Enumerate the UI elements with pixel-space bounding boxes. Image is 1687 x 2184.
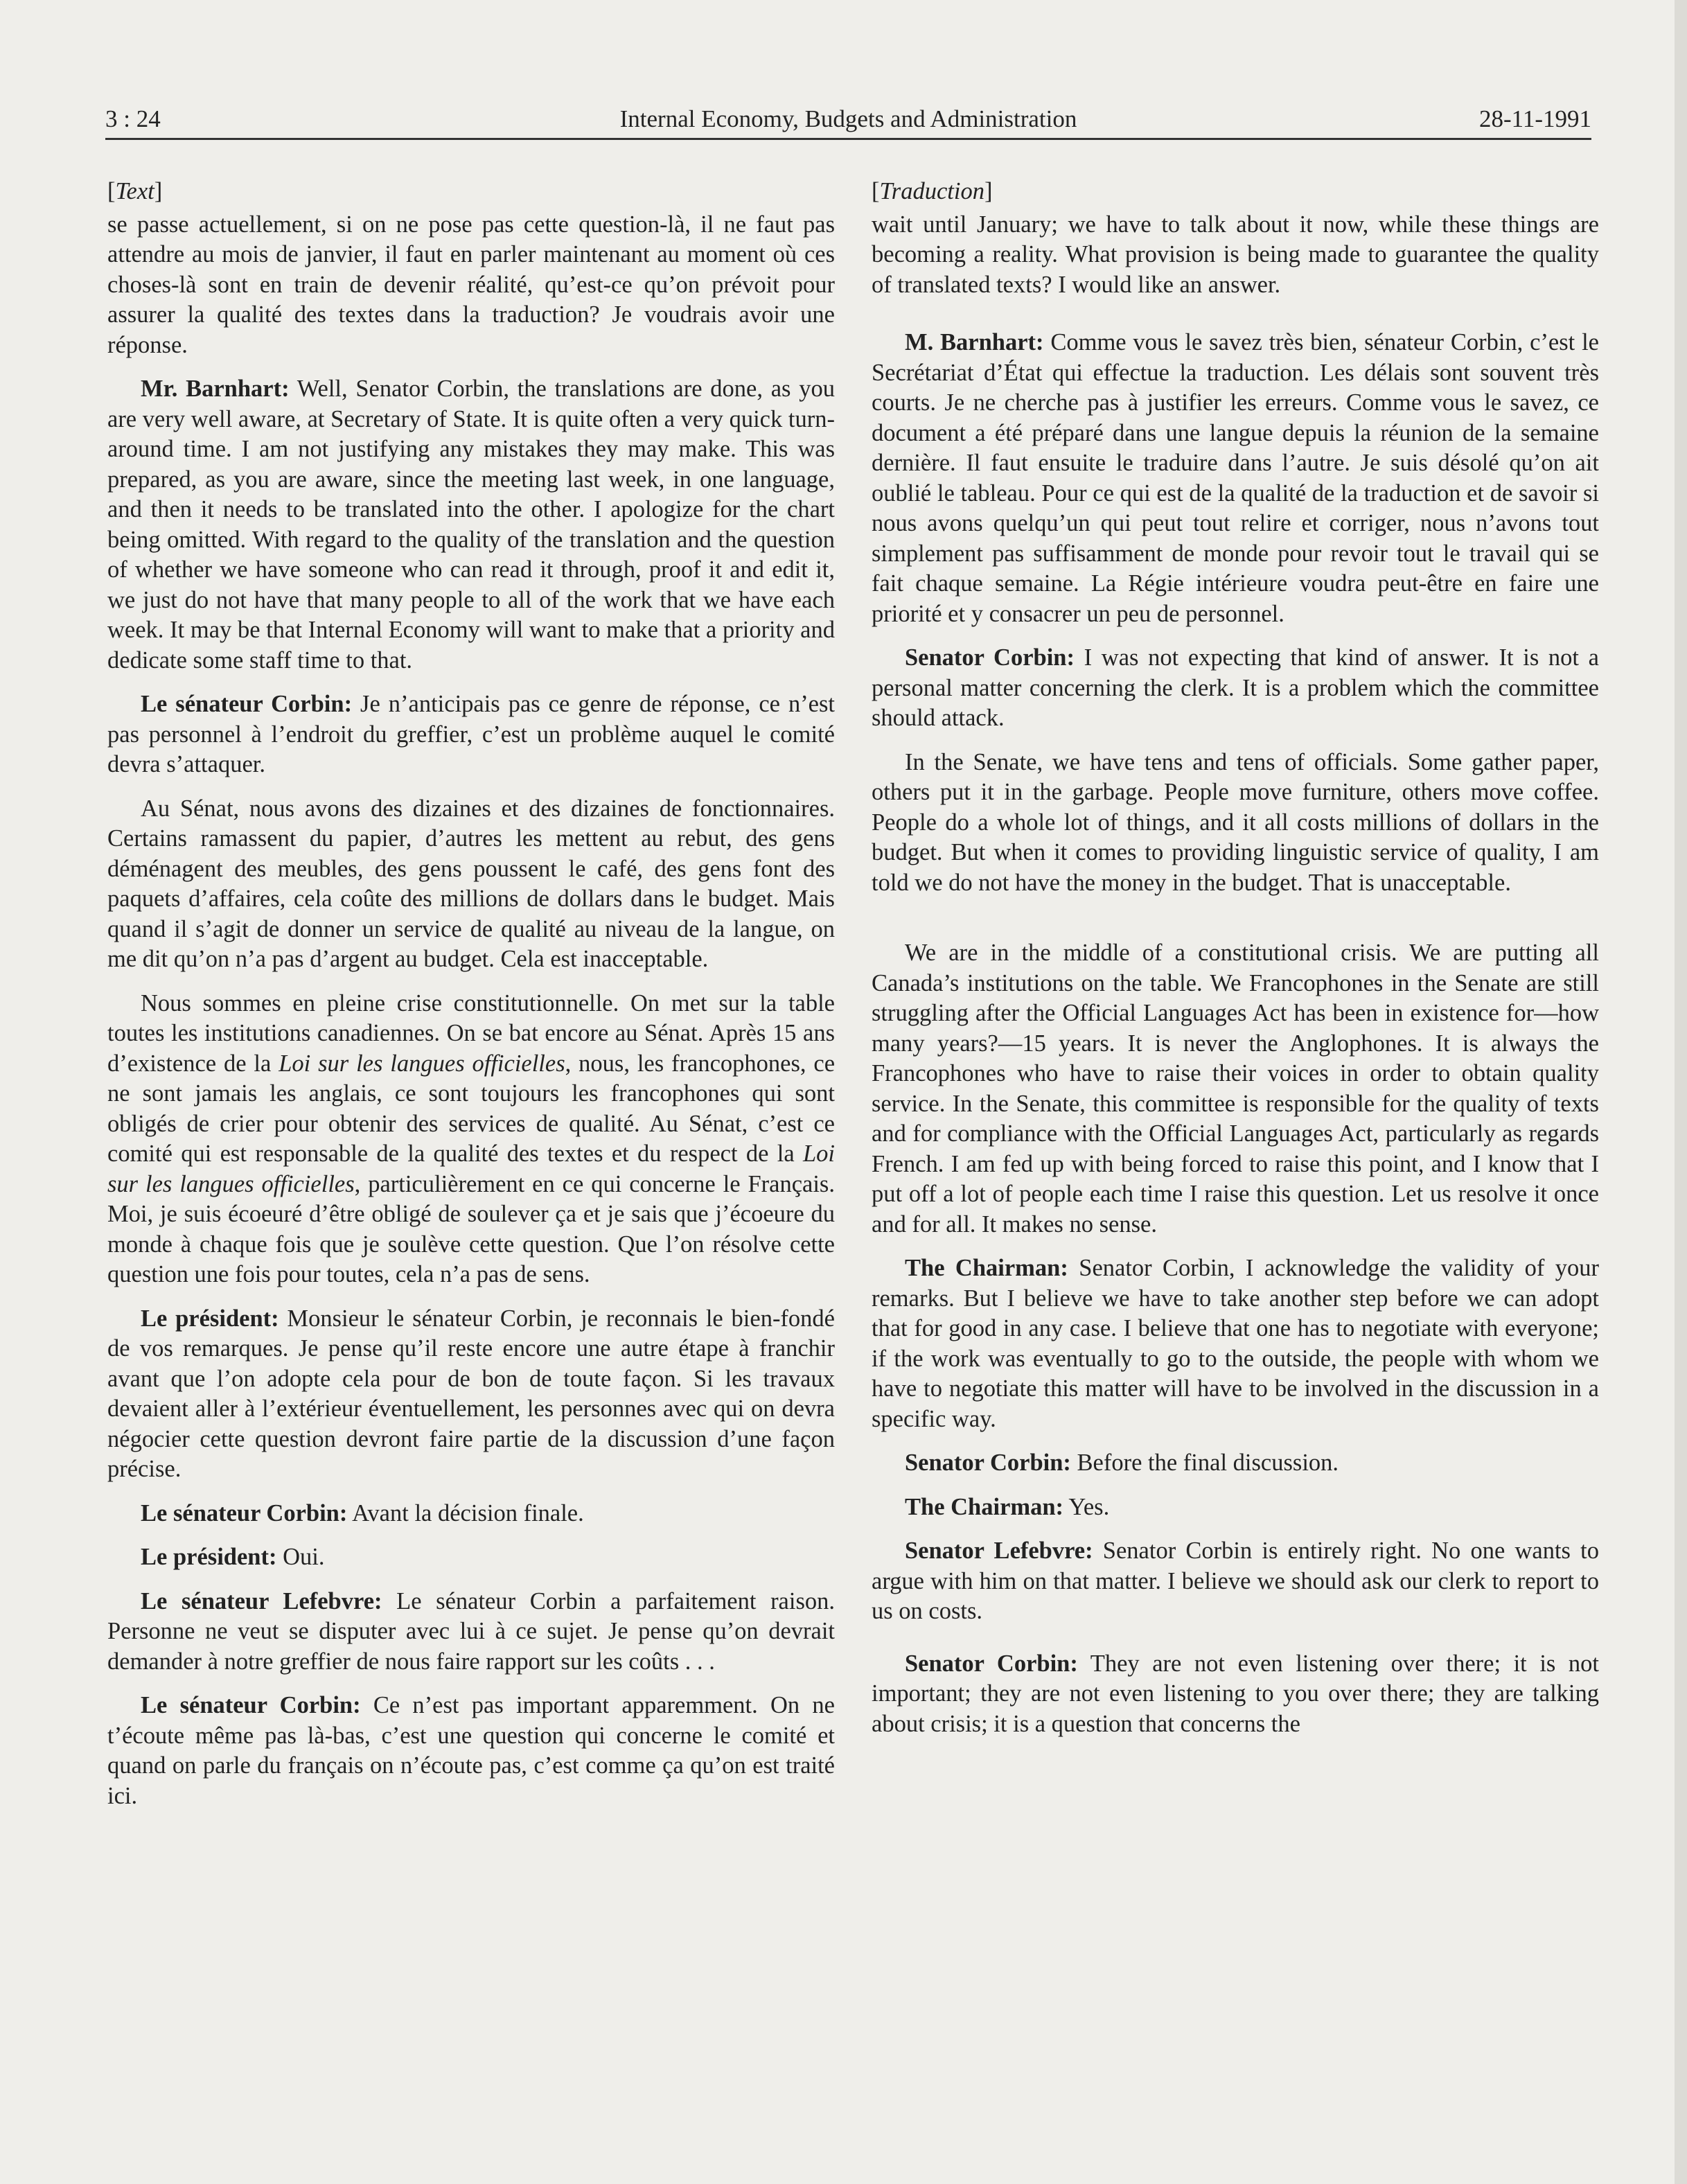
paragraph: Senator Corbin: I was not expecting that kind of answer. It is not a personal matter concerning the clerk. It is a problem which the committee should attack.	[872, 644, 1599, 731]
header-rule	[105, 138, 1591, 140]
speaker-name: Mr. Barnhart:	[141, 376, 290, 402]
translation-tag: [Traduction]	[872, 178, 993, 204]
paragraph: Nous sommes en pleine crise constitutionnelle. On met sur la table toutes les institutions canadiennes. On se bat encore au Sénat. Après 15 ans d’existence de la Loi sur les langues officielles, nous, les francophones, ce ne sont jamais les anglais, ce sont toujours les francophones qui sont obligés de crier pour obtenir des services de qualité. Au Sénat, c’est ce comité qui est responsable de la qualité des textes et du respect de la Loi sur les langues officielles, particulièrement en ce qui concerne le Français. Moi, je suis écoeuré d’être obligé de soulever ça et je sais que j’écoeure du monde à chaque fois que je soulève cette question. Que l’on résolve cette question une fois pour toutes, cela n’a pas de sens.	[107, 989, 836, 1287]
page-date: 28-11-1991	[1478, 105, 1591, 132]
paragraph: wait until January; we have to talk about it now, while these things are becoming a reality. What provision is being made to guarantee the quality of translated texts? I would like an answer.	[872, 211, 1599, 298]
paragraph: The Chairman: Yes.	[905, 1493, 1110, 1520]
speaker-name: Le président:	[141, 1305, 279, 1332]
running-title: Internal Economy, Budgets and Administration	[619, 105, 1077, 132]
speaker-name: The Chairman:	[905, 1255, 1068, 1281]
paragraph: Le sénateur Corbin: Ce n’est pas important apparemment. On ne t’écoute même pas là-bas, c’est une question qui concerne le comité et quand on parle du français on n’écoute pas, c’est comme ça qu’on est traité ici.	[107, 1692, 835, 1809]
speaker-name: Senator Corbin:	[905, 644, 1075, 671]
speaker-name: Senator Corbin:	[905, 1450, 1071, 1476]
left-column	[107, 177, 835, 1825]
paragraph: Senator Corbin: They are not even listening over there; it is not important; they are not even listening to you over there; they are talking about crisis; it is a question that concerns the	[872, 1650, 1599, 1737]
paragraph: se passe actuellement, si on ne pose pas cette question-là, il ne faut pas attendre au mois de janvier, il faut en parler maintenant au moment où ces choses-là sont en train de devenir réalité, qu’est-ce qu’on prévoit pour assurer la qualité des textes dans la traduction? Je voudrais avoir une réponse.	[107, 211, 835, 358]
paragraph: Le président: Oui.	[141, 1544, 325, 1570]
paragraph: We are in the middle of a constitutional crisis. We are putting all Canada’s institutions on the table. We Francophones in the Senate are still struggling after the Official Languages Act has been in existence for—how many years?—15 years. It is never the Anglophones. It is always the Francophones who have to raise their voices in order to obtain quality service. In the Senate, this committee is responsible for the quality of texts and for compliance with the Official Languages Act, particularly as regards French. I am fed up with being forced to raise this point, and I know that I put off a lot of people each time I raise this question. Let us resolve it once and for all. It makes no sense.	[872, 940, 1599, 1238]
speaker-name: Le sénateur Corbin:	[141, 691, 353, 717]
page-header	[105, 103, 1591, 136]
speaker-name: Senator Corbin:	[905, 1650, 1078, 1677]
speaker-name: Le sénateur Corbin:	[141, 1692, 361, 1718]
text-tag: [Text]	[107, 178, 163, 204]
paragraph: Au Sénat, nous avons des dizaines et des dizaines de fonctionnaires. Certains ramassent du papier, d’autres les mettent au rebut, des gens déménagent des meubles, des gens poussent le café, des gens font des paquets d’affaires, cela coûte des millions de dollars dans le budget. Mais quand il s’agit de donner un service de qualité au niveau de la langue, on me dit qu’on n’a pas d’argent au budget. Cela est inacceptable.	[107, 795, 835, 972]
speaker-name: M. Barnhart:	[905, 329, 1044, 355]
speaker-name: Le sénateur Corbin:	[141, 1499, 348, 1526]
paragraph: Senator Corbin: Before the final discussion.	[905, 1450, 1339, 1476]
paragraph: Senator Lefebvre: Senator Corbin is entirely right. No one wants to argue with him on that matter. I believe we should ask our clerk to report to us on costs.	[872, 1538, 1599, 1624]
speaker-name: Le sénateur Lefebvre:	[141, 1587, 382, 1614]
paragraph: Le sénateur Corbin: Je n’anticipais pas ce genre de réponse, ce n’est pas personnel à l’endroit du greffier, c’est un problème auquel le comité devra s’attaquer.	[107, 691, 836, 777]
paragraph: Le président: Monsieur le sénateur Corbin, je reconnais le bien-fondé de vos remarques. Je pense qu’il reste encore une autre étape à franchir avant que l’on adopte cela pour de bon de toute façon. Si les travaux devaient aller à l’extérieur éventuellement, les personnes avec qui on devra négocier cette question devront faire partie de la discussion d’une façon précise.	[107, 1305, 835, 1482]
paragraph: M. Barnhart: Comme vous le savez très bien, sénateur Corbin, c’est le Secrétariat d’État qui effectue la traduction. Les délais sont souvent très courts. Je ne cherche pas à justifier les erreurs. Comme vous le savez, ce document a été préparé dans une langue depuis la réunion de la semaine dernière. Il faut ensuite le traduire dans l’autre. Je suis désolé qu’on ait oublié le tableau. Pour ce qui est de la qualité de la traduction et de savoir si nous avons quelqu’un qui peut tout relire et corriger, nous n’avons tout simplement pas suffisamment de monde pour revoir tout le travail qui se fait chaque semaine. La Régie intérieure voudra peut-être en faire une priorité et y consacrer un peu de personnel.	[872, 329, 1599, 627]
speaker-name: Le président:	[141, 1544, 277, 1570]
paragraph: In the Senate, we have tens and tens of officials. Some gather paper, others put it in the garbage. People move furniture, others move coffee. People do a whole lot of things, and it all costs millions of dollars in the budget. But when it comes to providing linguistic service of quality, I am told we do not have the money in the budget. That is unacceptable.	[872, 748, 1599, 896]
page-edge	[1675, 0, 1687, 2184]
right-column	[872, 177, 1599, 1753]
speaker-name: The Chairman:	[905, 1493, 1064, 1520]
paragraph: Le sénateur Lefebvre: Le sénateur Corbin a parfaitement raison. Personne ne veut se disputer avec lui à ce sujet. Je pense qu’on devrait demander à notre greffier de nous faire rapport sur les coûts . . .	[107, 1587, 836, 1675]
paragraph: Mr. Barnhart: Well, Senator Corbin, the translations are done, as you are very well aware, at Secretary of State. It is quite often a very quick turn-around time. I am not justifying any mistakes they may make. This was prepared, as you are aware, since the meeting last week, in one language, and then it needs to be translated into the other. I apologize for the chart being omitted. With regard to the quality of the translation and the question of whether we have someone who can read it through, proof it and edit it, we just do not have that many people to all of the work that we have each week. It may be that Internal Economy will want to make that a priority and dedicate some staff time to that.	[107, 376, 835, 673]
page-number: 3 : 24	[105, 105, 161, 132]
paragraph: Le sénateur Corbin: Avant la décision finale.	[141, 1499, 584, 1526]
paragraph: The Chairman: Senator Corbin, I acknowledge the validity of your remarks. But I believe we have to take another step before we can adopt that for good in any case. I believe that one has to negotiate with everyone; if the work was eventually to go to the outside, the people with whom we have to negotiate this matter will have to be involved in the discussion in a specific way.	[872, 1255, 1599, 1432]
speaker-name: Senator Lefebvre:	[905, 1538, 1093, 1564]
